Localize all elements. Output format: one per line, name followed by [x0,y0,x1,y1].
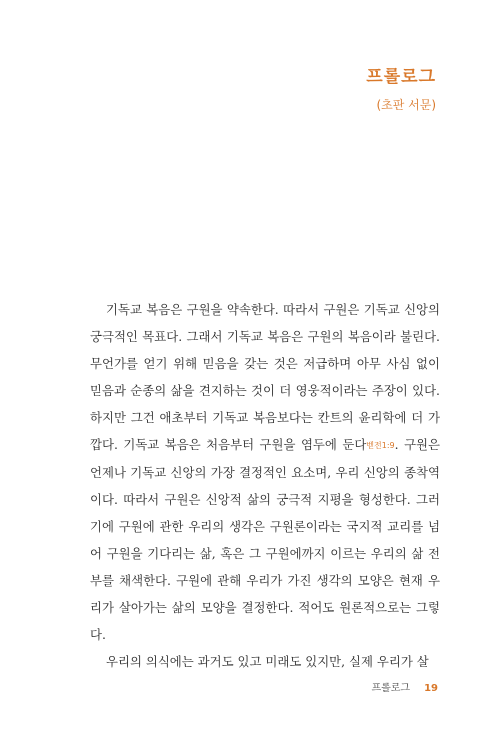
paragraph-2: 우리의 의식에는 과거도 있고 미래도 있지만, 실제 우리가 살 [106,654,429,669]
page-footer [371,679,438,694]
paragraph-1-text-after-ref: . 구원은 언제나 기독교 신앙의 가장 결정적인 요소며, 우리 신앙의 종착역이다. 따라서 구원은 신앙적 삶의 궁극적 지평을 형성한다. 그러기에 구원에 관한 우리의 생각은 구원론이라는 국지적 교리를 넘어 구원을 기다리는 삶, 혹은 그 구원에까지 이르는 우리의 삶 전부를 채색한다. 구원에 관해 우리가 가진 생각의 모양은 현재 우리가 살아가는 삶의 모양을 결정한다. 적어도 원론적으로는 그렇다. [90,437,440,642]
page-title: 프롤로그 [366,67,436,87]
page-number: 19 [424,683,438,694]
bible-reference: 벧전1:9 [366,441,395,450]
paragraph-1-text-before-ref: 기독교 복음은 구원을 약속한다. 따라서 구원은 기독교 신앙의 궁극적인 목표다. 그래서 기독교 복음은 구원의 복음이라 불린다. 무언가를 얻기 위해 믿음을 갖는 것은 저급하며 아무 사심 없이 믿음과 순종의 삶을 견지하는 것이 더 영웅적이라는 주장이 있다. 하지만 그건 애초부터 기독교 복음보다는 칸트의 윤리학에 더 가깝다. 기독교 복음은 처음부터 구원을 염두에 둔다 [90,302,440,452]
page-subtitle: (초판 서문) [376,98,436,112]
footer-section-title: 프롤로그 [371,683,411,694]
paragraph-1 [90,296,440,648]
body-text [90,296,440,675]
